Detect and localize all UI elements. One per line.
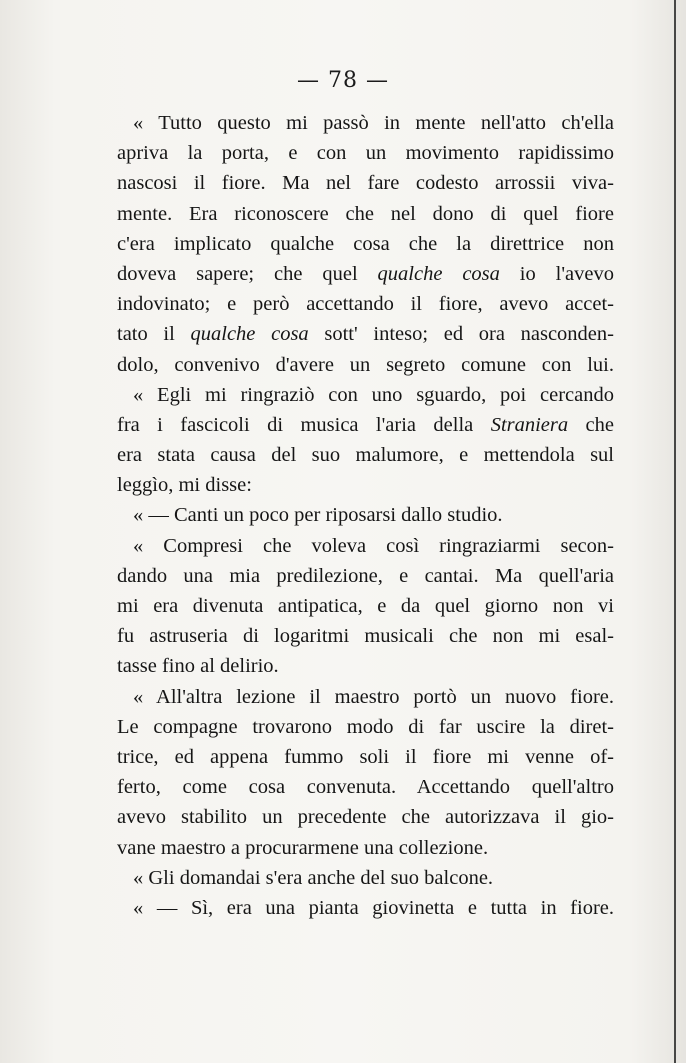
text-segment: doveva sapere; che quel (117, 262, 378, 285)
text-segment: fu astruseria di logaritmi musicali che non mi esal- (117, 625, 614, 648)
text-line (117, 712, 614, 742)
text-line (117, 621, 614, 651)
text-segment: apriva la porta, e con un movimento rapidissimo (117, 142, 614, 165)
text-line (117, 199, 614, 229)
body-text (117, 108, 614, 923)
italic-phrase: Straniera (490, 413, 569, 436)
text-line (117, 591, 614, 621)
text-segment: « — Canti un poco per riposarsi dallo studio. (133, 504, 503, 527)
text-segment: avevo stabilito un precedente che autorizzava il gio- (117, 806, 614, 829)
text-line (117, 259, 614, 289)
text-segment: che (568, 413, 614, 436)
text-segment: Le compagne trovarono modo di far uscire la diret- (117, 715, 614, 738)
text-line (117, 742, 614, 772)
text-line (117, 108, 614, 138)
text-segment: vane maestro a procurarmene una collezione. (117, 836, 489, 859)
text-segment: dolo, convenivo d'avere un segreto comune con lui. (117, 353, 614, 376)
text-segment: tato il (117, 323, 191, 346)
text-line (117, 500, 614, 530)
text-segment: trice, ed appena fummo soli il fiore mi venne of- (117, 745, 614, 768)
text-line (117, 772, 614, 802)
text-line (117, 863, 614, 893)
text-line (117, 229, 614, 259)
text-segment: nascosi il fiore. Ma nel fare codesto arrossii viva- (117, 172, 614, 195)
text-line (117, 289, 614, 319)
text-segment: leggìo, mi disse: (117, 474, 252, 497)
text-segment: sott' inteso; ed ora nasconden- (308, 323, 614, 346)
page-edge-line (674, 0, 676, 1063)
text-line (117, 440, 614, 470)
text-line (117, 319, 614, 349)
text-segment: fra i fascicoli di musica l'aria della (117, 413, 491, 436)
text-line (117, 470, 614, 500)
text-segment: tasse fino al delirio. (117, 655, 279, 678)
text-line (117, 651, 614, 681)
text-line (117, 380, 614, 410)
text-line (117, 531, 614, 561)
text-segment: « — Sì, era una pianta giovinetta e tutta in fiore. (133, 896, 614, 919)
text-segment: era stata causa del suo malumore, e mettendola sul (117, 444, 614, 467)
text-line (117, 168, 614, 198)
text-segment: « All'altra lezione il maestro portò un nuovo fiore. (133, 685, 614, 708)
text-segment: mi era divenuta antipatica, e da quel giorno non vi (117, 595, 614, 617)
text-segment: ferto, come cosa convenuta. Accettando quell'altro (117, 776, 614, 799)
text-line (117, 833, 614, 863)
italic-phrase: qualche cosa (377, 262, 500, 285)
text-segment: « Compresi che voleva così ringraziarmi secon- (133, 534, 614, 557)
text-line (117, 893, 614, 923)
text-segment: c'era implicato qualche cosa che la direttrice non (117, 232, 614, 255)
text-segment: mente. Era riconoscere che nel dono di quel fiore (117, 202, 614, 225)
text-segment: « Tutto questo mi passò in mente nell'atto ch'ella (133, 112, 614, 134)
text-line (117, 138, 614, 168)
text-segment: « Gli domandai s'era anche del suo balcone. (133, 866, 494, 889)
italic-phrase: qualche cosa (190, 323, 309, 346)
page-number: — 78 — (297, 68, 389, 93)
text-line (117, 682, 614, 712)
text-segment: « Egli mi ringraziò con uno sguardo, poi cercando (133, 383, 614, 406)
text-line (117, 802, 614, 832)
text-line (117, 350, 614, 380)
text-segment: io l'avevo (499, 262, 614, 285)
text-line (117, 410, 614, 440)
text-line (117, 561, 614, 591)
text-segment: indovinato; e però accettando il fiore, avevo accet- (117, 293, 614, 316)
text-segment: dando una mia predilezione, e cantai. Ma quell'aria (117, 564, 614, 587)
